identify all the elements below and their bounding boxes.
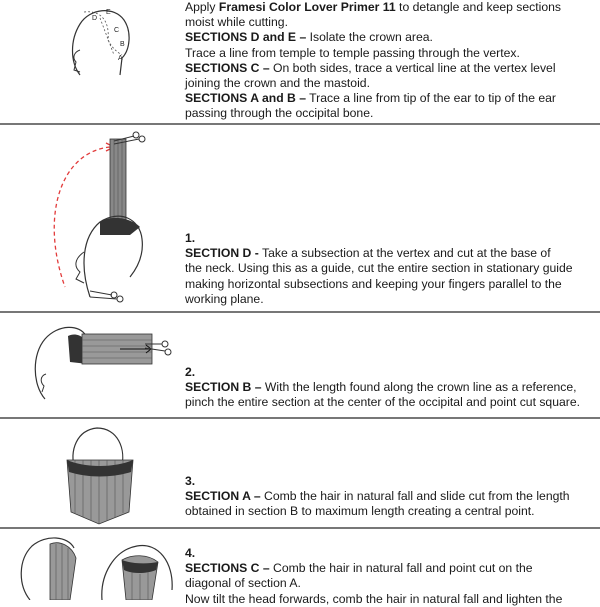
step1-line: the neck. Using this as a guide, cut the entire section in stationary guide [185, 261, 573, 276]
step2-text [185, 365, 595, 411]
sections-de-line2: Trace a line from temple to temple passing through the vertex. [185, 45, 520, 60]
step1-number: 1. [185, 231, 196, 245]
divider [0, 123, 600, 125]
step1-text-first: Take a subsection at the vertex and cut at the base of [258, 246, 551, 261]
section0-text [185, 0, 595, 122]
sections-ab-label: SECTIONS A and B – [185, 91, 306, 106]
section0-line1-suffix: to detangle and keep sections [395, 0, 562, 14]
step1-vertical-cut-diagram [30, 127, 180, 307]
step4-label: SECTIONS C – [185, 561, 270, 576]
sections-ab-text: Trace a line from tip of the ear to tip of the ear [306, 91, 556, 106]
step1-label: SECTION D - [185, 246, 259, 261]
step3-text-first: Comb the hair in natural fall and slide cut from the length [260, 489, 570, 504]
sections-de-label: SECTIONS D and E – [185, 30, 307, 45]
step1-line: working plane. [185, 291, 264, 306]
step3-number: 3. [185, 474, 196, 488]
step3-label: SECTION A – [185, 489, 261, 504]
step4-line: Now tilt the head forwards, comb the hair in natural fall and lighten the [185, 591, 563, 606]
step1-text [185, 231, 595, 307]
step4-text [185, 546, 595, 607]
step4-head-right-diagram [92, 530, 182, 600]
step3-central-point-diagram [45, 420, 155, 525]
divider [0, 311, 600, 313]
step2-line: pinch the entire section at the center of the occipital and point cut square. [185, 395, 580, 410]
step2-text-first: With the length found along the crown line as a reference, [261, 380, 577, 395]
sections-ab-line2: passing through the occipital bone. [185, 106, 374, 121]
step2-number: 2. [185, 365, 196, 379]
step3-text [185, 474, 595, 520]
sections-c-text: On both sides, trace a vertical line at the vertex level [269, 60, 556, 75]
sections-c-line2: joining the crown and the mastoid. [185, 76, 370, 91]
step1-line: making horizontal subsections and keeping your fingers parallel to the [185, 276, 562, 291]
label-a: A [118, 55, 123, 62]
label-b: B [120, 41, 125, 48]
sectioning-head-diagram [62, 0, 142, 95]
divider [0, 527, 600, 529]
step3-line: obtained in section B to maximum length creating a central point. [185, 504, 535, 519]
step2-label: SECTION B – [185, 380, 262, 395]
step4-number: 4. [185, 546, 196, 560]
section0-line1-prefix: Apply [185, 0, 219, 14]
step4-head-left-diagram [10, 530, 90, 600]
label-c: C [114, 27, 120, 34]
sections-de-text: Isolate the crown area. [306, 30, 433, 45]
step4-text-first: Comb the hair in natural fall and point cut on the [269, 561, 533, 576]
divider [0, 417, 600, 419]
section0-line2: moist while cutting. [185, 15, 288, 30]
product-name: Framesi Color Lover Primer 11 [218, 0, 396, 14]
label-d: D [92, 15, 98, 22]
step2-horizontal-cut-diagram [20, 314, 180, 409]
step4-line: diagonal of section A. [185, 576, 301, 591]
label-e: E [106, 9, 111, 16]
sections-c-label: SECTIONS C – [185, 60, 270, 75]
